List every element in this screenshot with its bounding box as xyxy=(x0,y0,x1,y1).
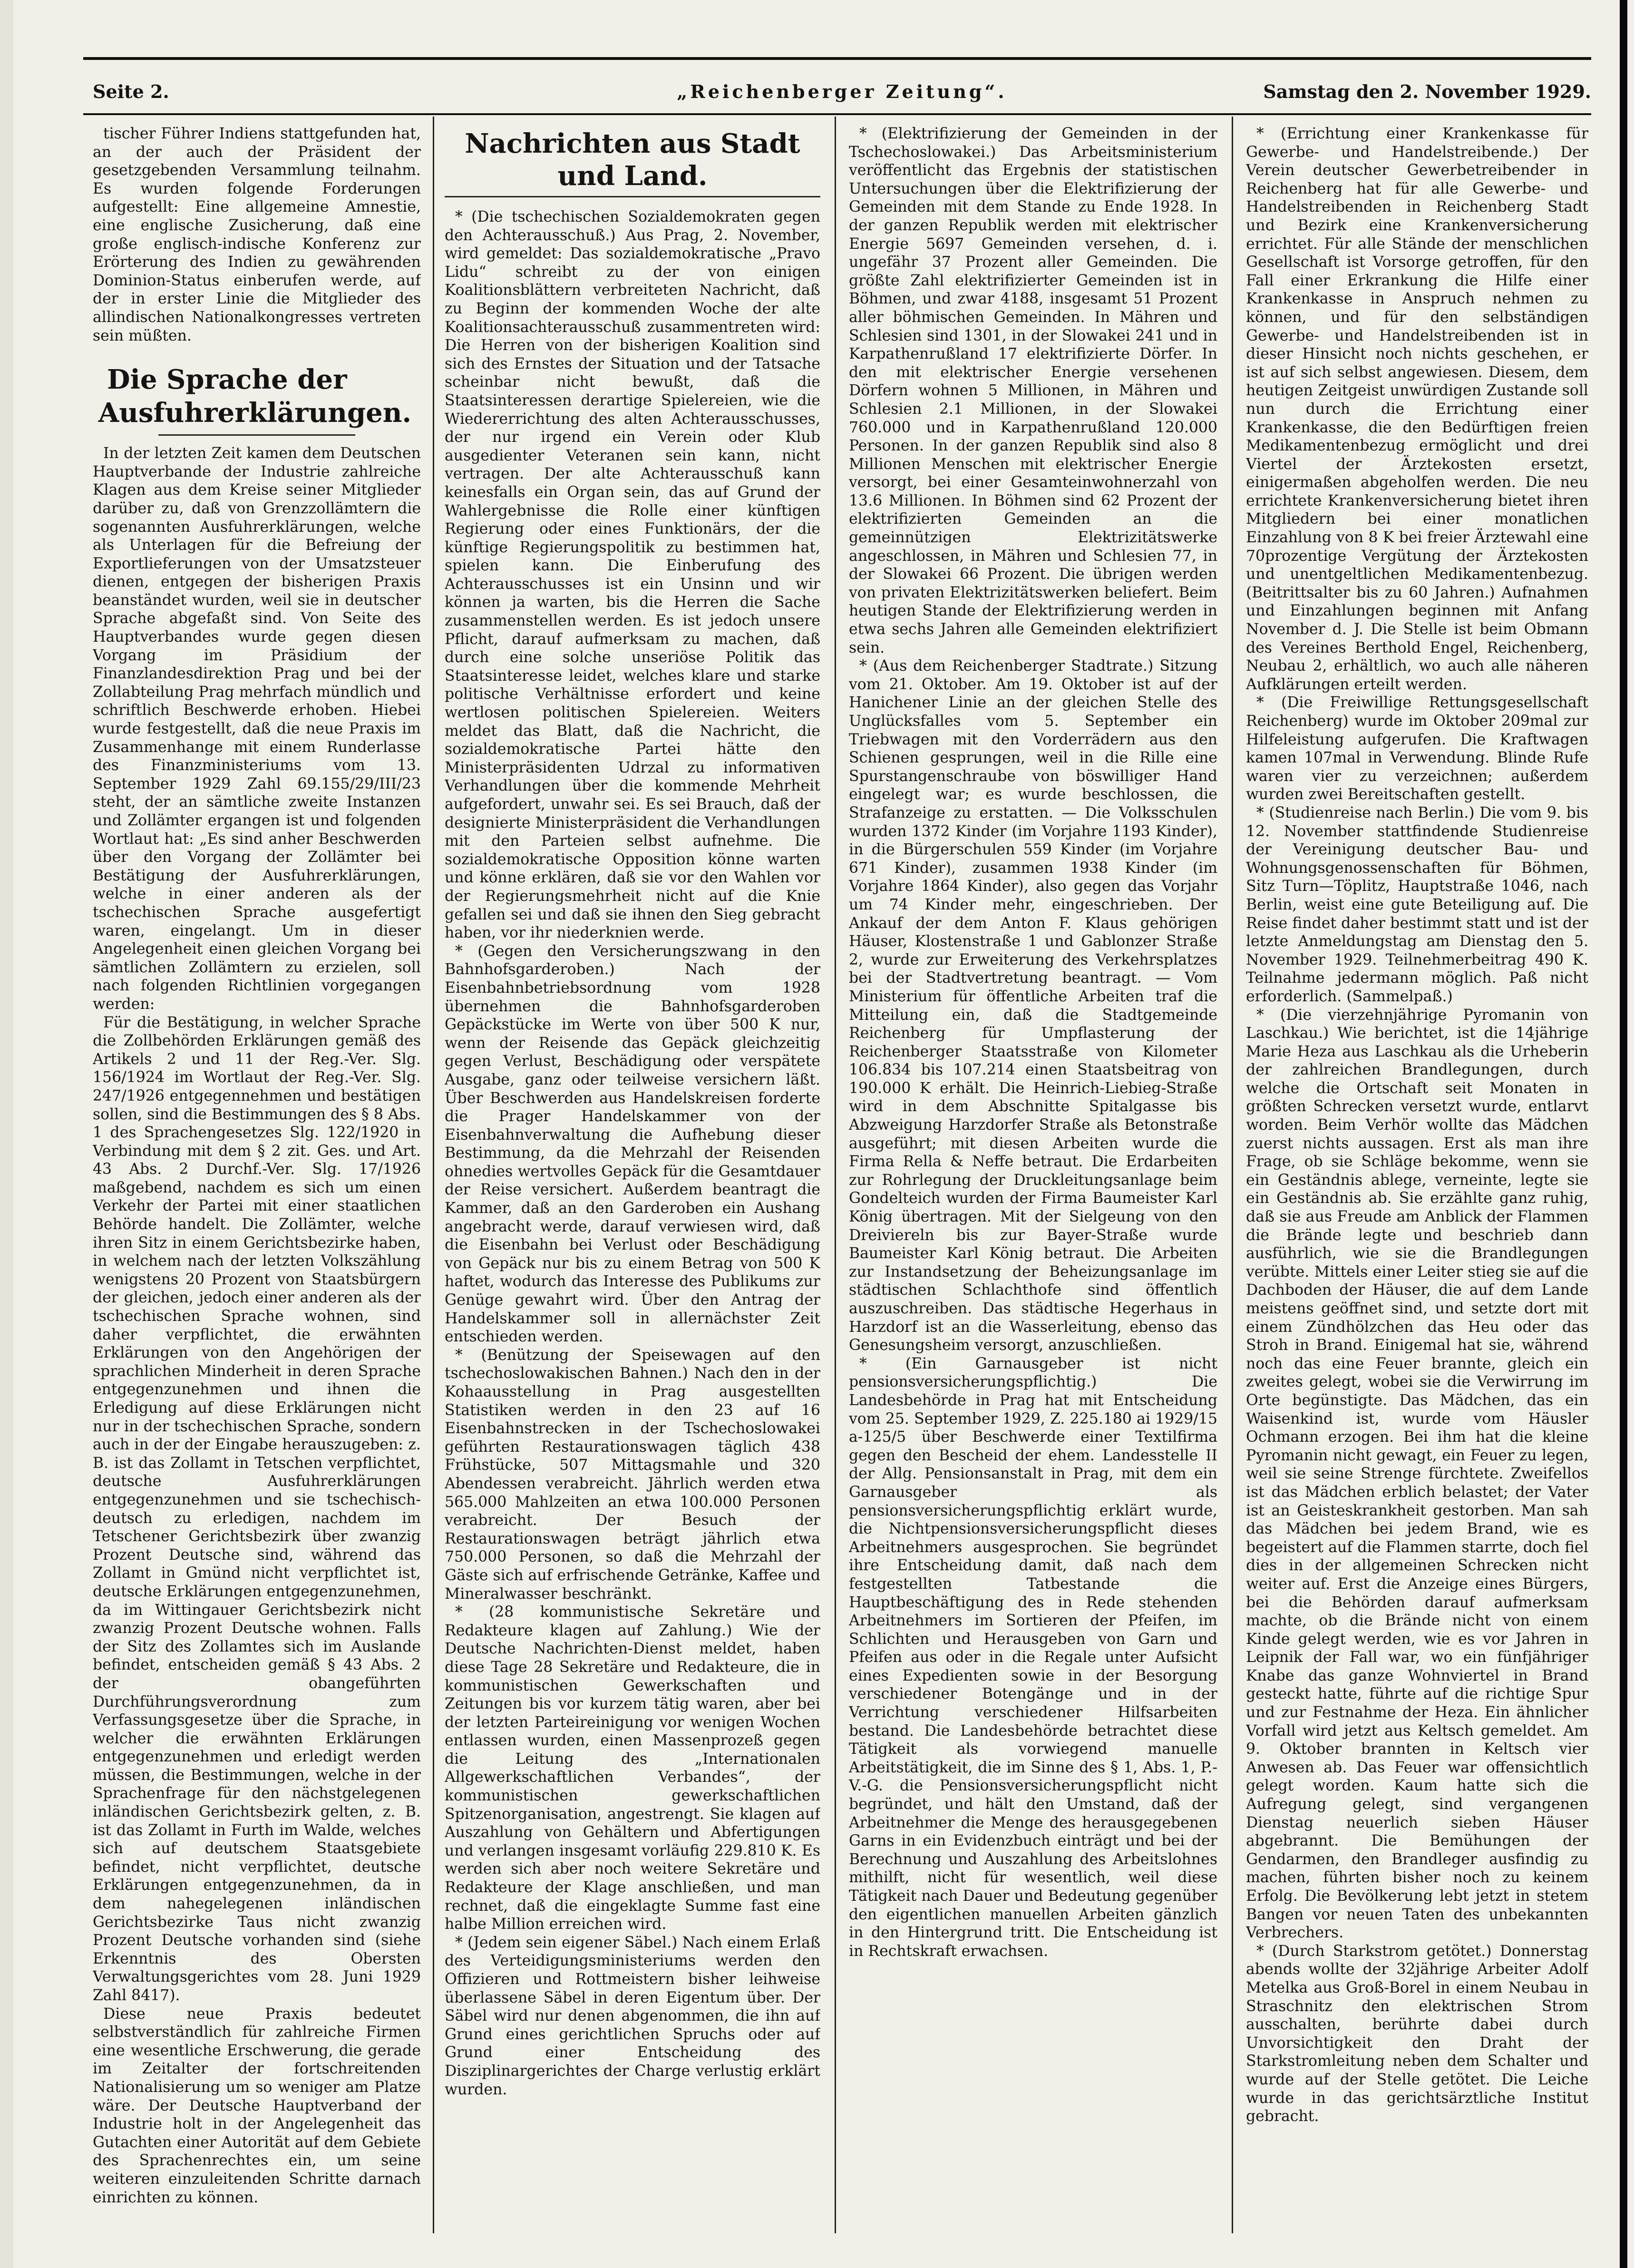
article-paragraph: tischer Führer Indiens stattgefunden hat, an der auch der Präsident der gesetzgebenden Versammlung teilnahm. Es wurden folgende Forderungen aufgestellt: Eine allgemeine Amnestie, eine englische Zusicherung, daß eine große englisch-indische Konferenz zur Erörterung des Indien zu gewährenden Dominion-Status einberufen werde, auf der in erster Linie die Mitglieder des allindischen Nationalkongresses vertreten sein müßten. xyxy=(93,125,421,344)
news-item: * (Elektrifizierung der Gemeinden in der Tschechoslowakei.) Das Arbeitsministerium veröffentlicht das Ergebnis der statistischen Untersuchungen über die Elektrifizierung der Gemeinden mit dem Stande zu Ende 1928. In der ganzen Republik werden mit elektrischer Energie 5697 Gemeinden versehen, d. i. ungefähr 37 Prozent aller Gemeinden. Die größte Zahl elektrifizierter Gemeinden ist in Böhmen, und zwar 4188, insgesamt 51 Prozent aller böhmischen Gemeinden. In Mähren und Schlesien sind 1301, in der Slowakei 241 und in Karpathenrußland 17 elektrifizierte Dörfer. In den mit elektrischer Energie versehenen Dörfern wohnen 5 Millionen, in Mähren und Schlesien 2.1 Millionen, in der Slowakei 760.000 und in Karpathenrußland 120.000 Personen. In der ganzen Republik sind also 8 Millionen Menschen mit elektrischer Energie versorgt, bei einer Gesamteinwohnerzahl von 13.6 Millionen. In Böhmen sind 62 Prozent der elektrifizierten Gemeinden an die gemeinnützigen Elektrizitätswerke angeschlossen, in Mähren und Schlesien 77, in der Slowakei 66 Prozent. Die übrigen werden von privaten Elektrizitätswerken beliefert. Beim heutigen Stande der Elektrifizierung werden in etwa sechs Jahren alle Gemeinden elektrifiziert sein. xyxy=(849,125,1217,656)
news-item: * (Aus dem Reichenberger Stadtrate.) Sitzung vom 21. Oktober. Am 19. Oktober ist auf der Hanichener Linie an der gleichen Stelle des Unglücksfalles vom 5. September ein Triebwagen mit den Vorderrädern aus den Schienen gesprungen, weil in die Rille eine Spurstangenschraube von böswilliger Hand eingelegt war; es wurde beschlossen, die Strafanzeige zu erstatten. — Die Volksschulen wurden 1372 Kinder (im Vorjahre 1193 Kinder), in die Bürgerschulen 559 Kinder (im Vorjahre 671 Kinder), zusammen 1938 Kinder (im Vorjahre 1864 Kinder), also gegen das Vorjahr um 74 Kinder mehr, eingeschrieben. Der Ankauf der dem Anton F. Klaus gehörigen Häuser, Klostenstraße 1 und Gablonzer Straße 2, wurde zur Erweiterung des Verkehrsplatzes bei der Stadtvertretung beantragt. — Vom Ministerium für öffentliche Arbeiten traf die Mitteilung ein, daß die Stadtgemeinde Reichenberg für Umpflasterung der Reichenberger Staatsstraße von Kilometer 106.834 bis 107.214 einen Staatsbeitrag von 190.000 K erhält. Die Heinrich-Liebieg-Straße wird in dem Abschnitte Spitalgasse bis Abzweigung Harzdorfer Straße als Betonstraße ausgeführt; mit diesen Arbeiten wurde die Firma Rella & Neffe betraut. Die Erdarbeiten zur Rohrlegung der Druckleitungsanlage beim Gondelteich wurden der Firma Baumeister Karl König übertragen. Mit der Sielgeung von den Dreiviereln bis zur Bayer-Straße wurde Baumeister Karl König betraut. Die Arbeiten zur Instandsetzung der Beheizungsanlage im städtischen Schlachthofe sind öffentlich auszuschreiben. Das städtische Hegerhaus in Harzdorf ist an die Wasserleitung, ebenso das Genesungsheim versorgt, anzuschließen. xyxy=(849,657,1217,1354)
headline-line-2: Ausfuhrerklärungen. xyxy=(98,397,411,429)
column-3 xyxy=(849,125,1217,2227)
column-2 xyxy=(445,125,820,2227)
page-number: Seite 2. xyxy=(93,81,169,102)
news-item: * (Ein Garnausgeber ist nicht pensionsversicherungspflichtig.) Die Landesbehörde in Prag hat mit Entscheidung vom 25. September 1929, Z. 225.180 ai 1929/15 a-125/5 über Beschwerde einer Textilfirma gegen den Bescheid der ehem. Landesstelle II der Allg. Pensionsanstalt in Prag, mit dem ein Garnausgeber als pensionsversicherungspflichtig erklärt wurde, die Nichtpensionsversicherungspflicht dieses Arbeitnehmers ausgesprochen. Sie begründet ihre Entscheidung damit, daß nach dem festgestellten Tatbestande die Hauptbeschäftigung des in Rede stehenden Arbeitnehmers im Sortieren der Pfeifen, im Schlichten und Herausgeben von Garn und Pfeifen aus oder in die Regale unter Aufsicht eines Expedienten sowie in der Besorgung verschiedener Botengänge und in der Verrichtung verschiedener Hilfsarbeiten bestand. Die Landesbehörde betrachtet diese Tätigkeit als vorwiegend manuelle Arbeitstätigkeit, die im Sinne des § 1, Abs. 1, P.-V.-G. die Pensionsversicherungspflicht nicht begründet, und hält den Umstand, daß der Arbeitnehmer die Menge des herausgegebenen Garns in ein Evidenzbuch einträgt und bei der Berechnung und Auszahlung des Arbeitslohnes mithilft, nicht für wesentlich, weil diese Tätigkeit nach Dauer und Bedeutung gegenüber den eigentlichen manuellen Arbeiten gänzlich in den Hintergrund tritt. Die Entscheidung ist in Rechtskraft erwachsen. xyxy=(849,1355,1217,1960)
news-item: * (Die vierzehnjährige Pyromanin von Laschkau.) Wie berichtet, ist die 14jährige Marie Heza aus Laschkau als die Urheberin der zahlreichen Brandlegungen, durch welche die Ortschaft seit Monaten in größten Schrecken versetzt wurde, entlarvt worden. Beim Verhör wollte das Mädchen zuerst nichts aussagen. Erst als man ihre Frage, ob sie Schläge bekomme, wenn sie ein Geständnis ablege, verneinte, legte sie ein Geständnis ab. Sie erzählte ganz ruhig, daß sie aus Freude am Anblick der Flammen die Brände legte und beschrieb dann ausführlich, wie sie die Brandlegungen verübte. Mittels einer Leiter stieg sie auf die Dachboden der Häuser, die auf dem Lande meistens geöffnet sind, und setzte dort mit einem Zündhölzchen das Heu oder das Stroh in Brand. Einigemal hat sie, während noch das eine Feuer brannte, gleich ein zweites gelegt, wobei sie die Verwirrung im Orte begünstigte. Das Mädchen, das ein Waisenkind ist, wurde vom Häusler Ochmann erzogen. Bei ihm hat die kleine Pyromanin nicht gewagt, ein Feuer zu legen, weil sie seine Strenge fürchtete. Zweifellos ist das Mädchen erblich belastet; der Vater ist an Geisteskrankheit gestorben. Man sah das Mädchen bei jedem Brand, wie es begeistert auf die Flammen starrte, doch fiel dies in der allgemeinen Schrecken nicht weiter auf. Erst die Anzeige eines Bürgers, bei die Behörden darauf aufmerksam machte, ob die Brände nicht von einem Kinde gelegt werden, wie es vor Jahren in Leipnik der Fall war, wo ein fünfjähriger Knabe das ganze Wohnviertel in Brand gesteckt hatte, führte auf die richtige Spur und zur Festnahme der Heza. Ein ähnlicher Vorfall wird jetzt aus Keltsch gemeldet. Am 9. Oktober brannten in Keltsch vier Anwesen ab. Das Feuer war offensichtlich gelegt worden. Kaum hatte sich die Aufregung gelegt, sind vergangenen Dienstag neuerlich sieben Häuser abgebrannt. Die Bemühungen der Gendarmen, den Brandleger ausfindig zu machen, führten bisher noch zu keinem Erfolg. Die Bevölkerung lebt jetzt in stetem Bangen vor neuen Taten des unbekannten Verbrechers. xyxy=(1246,1006,1588,1942)
news-item: * (Durch Starkstrom getötet.) Donnerstag abends wollte der 32jährige Arbeiter Adolf Metelka aus Groß-Borel in einem Neubau in Straschnitz den elektrischen Strom ausschalten, berührte dabei durch Unvorsichtigkeit den Draht der Starkstromleitung neben dem Schalter und wurde auf der Stelle getötet. Die Leiche wurde in das gerichtsärztliche Institut gebracht. xyxy=(1246,1942,1588,2125)
page-header xyxy=(93,76,1591,109)
headline-line-1: Die Sprache der xyxy=(107,364,347,396)
news-item: * (Gegen den Versicherungszwang in den Bahnhofsgarderoben.) Nach der Eisenbahnbetriebsordnung vom 1928 übernehmen die Bahnhofsgarderoben Gepäckstücke im Werte von über 500 K nur, wenn der Reisende das Gepäck gleichzeitig gegen Verlust, Beschädigung oder verspätete Ausgabe, ganz oder teilweise versichern läßt. Über Beschwerden aus Handelskreisen forderte die Prager Handelskammer von der Eisenbahnverwaltung die Aufhebung dieser Bestimmung, da die Mehrzahl der Reisenden ohnedies wertvolles Gepäck für die Gesamtdauer der Reise versichert. Außerdem beantragt die Kammer, daß an den Garderoben ein Aushang angebracht werde, darauf verwiesen wird, daß die Eisenbahn bei Verlust oder Beschädigung von Gepäck nur bis zu einem Betrag von 500 K haftet, wodurch das Interesse des Publikums zur Genüge gewahrt wird. Über den Antrag der Handelskammer soll in allernächster Zeit entschieden werden. xyxy=(445,942,820,1346)
article-paragraph: In der letzten Zeit kamen dem Deutschen Hauptverbande der Industrie zahlreiche Klagen aus dem Kreise seiner Mitglieder darüber zu, daß von Grenzzollämtern die sogenannten Ausfuhrerklärungen, welche als Unterlagen für die Befreiung der Exportlieferungen von der Umsatzsteuer dienen, entgegen der bisherigen Praxis beanständet wurden, weil sie in deutscher Sprache abgefaßt sind. Von Seite des Hauptverbandes wurde gegen diesen Vorgang im Präsidium der Finanzlandesdirektion Prag und bei der Zollabteilung Prag mehrfach mündlich und schriftlich Beschwerde erhoben. Hiebei wurde festgestellt, daß die neue Praxis im Zusammenhange mit einem Runderlasse des Finanzministeriums vom 13. September 1929 Zahl 69.155/29/III/23 steht, der an sämtliche zweite Instanzen und Zollämter ergangen ist und folgenden Wortlaut hat: „Es sind anher Beschwerden über den Vorgang der Zollämter bei Bestätigung der Ausfuhrerklärungen, welche in einer anderen als der tschechischen Sprache ausgefertigt waren, eingelangt. Um in dieser Angelegenheit einen gleichen Vorgang bei sämtlichen Zollämtern zu erzielen, soll nach folgenden Richtlinien vorgegangen werden: xyxy=(93,445,421,1013)
column-4 xyxy=(1246,125,1588,2227)
column-divider xyxy=(835,117,836,2233)
scan-edge-left xyxy=(0,0,13,2268)
article-paragraph: Für die Bestätigung, in welcher Sprache die Zollbehörden Erklärungen gemäß des Artikels 2 und 11 der Reg.-Ver. Slg. 156/1924 im Wortlaut der Reg.-Ver. Slg. 247/1926 entgegennehmen und bestätigen sollen, sind die Bestimmungen des § 8 Abs. 1 des Sprachengesetzes Slg. 122/1920 in Verbindung mit dem § 2 zit. Ges. und Art. 43 Abs. 2 Durchf.-Ver. Slg. 17/1926 maßgebend, nachdem es sich um einen Verkehr der Partei mit einer staatlichen Behörde handelt. Die Zollämter, welche ihren Sitz in einem Gerichtsbezirke haben, in welchem nach der letzten Volkszählung wenigstens 20 Prozent von Staatsbürgern der gleichen, jedoch einer anderen als der tschechischen Sprache wohnen, sind daher verpflichtet, die erwähnten Erklärungen von den Angehörigen der sprachlichen Minderheit in deren Sprache entgegenzunehmen und ihnen die Erledigung auf diese Erklärungen nicht nur in der tschechischen Sprache, sondern auch in der der Eingabe herauszugeben: z. B. ist das Zollamt in Tetschen verpflichtet, deutsche Ausfuhrerklärungen entgegenzunehmen und sie tschechisch-deutsch zu erledigen, nachdem im Tetschener Gerichtsbezirk über zwanzig Prozent Deutsche sind, während das Zollamt in Gmünd nicht verpflichtet ist, deutsche Erklärungen entgegenzunehmen, da im Wittingauer Gerichtsbezirk nicht zwanzig Prozent Deutsche wohnen. Falls der Sitz des Zollamtes sich im Auslande befindet, entscheiden gemäß § 43 Abs. 2 der obangeführten Durchführungsverordnung zum Verfassungsgesetze über die Sprache, in welcher die erwähnten Erklärungen entgegenzunehmen und erledigt werden müssen, die Bestimmungen, welche in der Sprachenfrage für den nächstgelegenen inländischen Gerichtsbezirk gelten, z. B. ist das Zollamt in Furth im Walde, welches sich auf deutschem Staatsgebiete befindet, nicht verpflichtet, deutsche Erklärungen entgegenzunehmen, da in dem nahegelegenen inländischen Gerichtsbezirke Taus nicht zwanzig Prozent Deutsche vorhanden sind (siehe Erkenntnis des Obersten Verwaltungsgerichtes vom 28. Juni 1929 Zahl 8417). xyxy=(93,1014,421,2004)
header-rule xyxy=(83,113,1591,115)
section-title: Nachrichten aus Stadt und Land. xyxy=(445,127,820,197)
news-item: * (Studienreise nach Berlin.) Die vom 9. bis 12. November stattfindende Studienreise der Vereinigung deutscher Bau- und Wohnungsgenossenschaften für Böhmen, Sitz Turn—Töplitz, Hauptstraße 1046, nach Berlin, weist eine gute Beteiligung auf. Die Reise findet daher bestimmt statt und ist der letzte Anmeldungstag am Dienstag den 5. November 1929. Teilnehmerbeitrag 490 K. Teilnahme jedermann möglich. Paß nicht erforderlich. (Sammelpaß.) xyxy=(1246,804,1588,1005)
column-divider xyxy=(433,117,434,2233)
headline-divider xyxy=(158,434,355,436)
news-item: * (28 kommunistische Sekretäre und Redakteure klagen auf Zahlung.) Wie der Deutsche Nachrichten-Dienst meldet, haben diese Tage 28 Sekretäre und Redakteure, die in kommunistischen Gewerkschaften und Zeitungen bis vor kurzem tätig waren, aber bei der letzten Parteireinigung vor wenigen Wochen entlassen wurden, einen Massenprozeß gegen die Leitung des „Internationalen Allgewerkschaftlichen Verbandes“, der kommunistischen gewerkschaftlichen Spitzenorganisation, angestrengt. Sie klagen auf Auszahlung von Gehältern und Abfertigungen und verlangen insgesamt vorläufig 229.810 K. Es werden sich aber noch weitere Sekretäre und Redakteure der Klage anschließen, und man rechnet, daß die eingeklagte Summe fast eine halbe Million erreichen wird. xyxy=(445,1603,820,1933)
news-item: * (Errichtung einer Krankenkasse für Gewerbe- und Handelstreibende.) Der Verein deutscher Gewerbetreibender in Reichenberg hat für alle Gewerbe- und Handelstreibenden in Reichenberg Stadt und Bezirk eine Krankenversicherung errichtet. Für alle Stände der menschlichen Gesellschaft ist Vorsorge getroffen, für den Fall einer Erkrankung die Hilfe einer Krankenkasse in Anspruch nehmen zu können, und für den selbständigen Gewerbe- und Handelstreibenden ist in dieser Hinsicht noch nichts geschehen, er ist auf sich selbst angewiesen. Diesem, dem heutigen Zeitgeist unwürdigen Zustande soll nun durch die Errichtung einer Krankenkasse, die den Bedürftigen freien Medikamentenbezug ermöglicht und drei Viertel der Ärztekosten ersetzt, einigermaßen abgeholfen werden. Die neu errichtete Krankenversicherung bietet ihren Mitgliedern bei einer monatlichen Einzahlung von 8 K bei freier Ärztewahl eine 70prozentige Vergütung der Ärztekosten und unentgeltlichen Medikamentenbezug. (Beitrittsalter bis zu 60 Jahren.) Aufnahmen und Einzahlungen beginnen mit Anfang November d. J. Die Stelle ist beim Obmann des Vereines Berthold Engel, Reichenberg, Neubau 2, erhältlich, wo auch alle näheren Aufklärungen erteilt werden. xyxy=(1246,125,1588,693)
scan-edge-right xyxy=(1620,0,1627,2268)
masthead: „Reichenberger Zeitung“. xyxy=(677,81,1007,102)
article-headline xyxy=(93,363,421,430)
top-rule xyxy=(83,57,1591,60)
news-item: * (Die Freiwillige Rettungsgesellschaft Reichenberg) wurde im Oktober 209mal zur Hilfeleistung aufgerufen. Die Kraftwagen kamen 107mal in Verwendung. Blinde Rufe waren vier zu verzeichnen; außerdem wurden zwei Bereitschaften gestellt. xyxy=(1246,694,1588,803)
news-item: * (Die tschechischen Sozialdemokraten gegen den Achterausschuß.) Aus Prag, 2. November, wird gemeldet: Das sozialdemokratische „Pravo Lidu“ schreibt zu der von einigen Koalitionsblättern verbreiteten Nachricht, daß zu Beginn der kommenden Woche der alte Koalitionsachterausschuß zusammentreten wird: Die Herren von der bisherigen Koalition sind sich des Ernstes der Situation und der Tatsache scheinbar nicht bewußt, daß die Staatsinteressen derartige Spielereien, wie die Wiedererrichtung des alten Achterausschusses, der nur irgend ein Verein oder Klub ausgedienter Veteranen sein kann, nicht vertragen. Der alte Achterausschuß kann keinesfalls ein Organ sein, das auf Grund der Wahlergebnisse die Rolle einer künftigen Regierung oder eines Funktionärs, der die künftige Regierungspolitik zu bestimmen hat, spielen kann. Die Einberufung des Achterausschusses ist ein Unsinn und wir können ja warten, bis die Herren die Sache zusammenstellen werden. Es ist jedoch unsere Pflicht, darauf aufmerksam zu machen, daß durch eine solche unseriöse Politik das Staatsinteresse leidet, welches klare und starke politische Verhältnisse erfordert und keine wertlosen politischen Spielereien. Weiters meldet das Blatt, daß die Nachricht, die sozialdemokratische Partei hätte den Ministerpräsidenten Udrzal zu informativen Verhandlungen über die kommende Mehrheit aufgefordert, unwahr sei. Es sei Brauch, daß der designierte Ministerpräsident die Verhandlungen mit den Parteien selbst aufnehme. Die sozialdemokratische Opposition könne warten und könne erklären, daß sie vor den Wahlen vor der Regierungsmehrheit nicht auf die Knie gefallen sei und daß sie ihnen den Sieg gebracht haben, vor ihr niederknien werde. xyxy=(445,208,820,942)
news-item: * (Benützung der Speisewagen auf den tschechoslowakischen Bahnen.) Nach den in der Kohaausstellung in Prag ausgestellten Statistiken werden in den 23 auf 16 Eisenbahnstrecken in der Tschechoslowakei geführten Restaurationswagen täglich 438 Frühstücke, 507 Mittagsmahle und 320 Abendessen verabreicht. Jährlich werden etwa 565.000 Mahlzeiten an etwa 100.000 Personen verabreicht. Der Besuch der Restaurationswagen beträgt jährlich etwa 750.000 Personen, so daß die Mehrzahl der Gäste sich auf erfrischende Getränke, Kaffee und Mineralwasser beschränkt. xyxy=(445,1346,820,1603)
column-divider xyxy=(1232,117,1233,2233)
news-item: * (Jedem sein eigener Säbel.) Nach einem Erlaß des Verteidigungsministeriums werden den Offizieren und Rottmeistern bisher leihweise überlassene Säbel in deren Eigentum über. Der Säbel wird nur denen abgenommen, die ihn auf Grund eines gerichtlichen Spruchs oder auf Grund einer Entscheidung des Disziplinargerichtes der Charge verlustig erklärt wurden. xyxy=(445,1934,820,2098)
column-1 xyxy=(93,125,421,2227)
article-paragraph: Diese neue Praxis bedeutet selbstverständlich für zahlreiche Firmen eine wesentliche Erschwerung, die gerade im Zeitalter der fortschreitenden Nationalisierung um so weniger am Platze wäre. Der Deutsche Hauptverband der Industrie holt in der Angelegenheit das Gutachten einer Autorität auf dem Gebiete des Sprachenrechtes ein, um seine weiteren einzuleitenden Schritte darnach einrichten zu können. xyxy=(93,2005,421,2206)
issue-date: Samstag den 2. November 1929. xyxy=(1263,81,1591,102)
